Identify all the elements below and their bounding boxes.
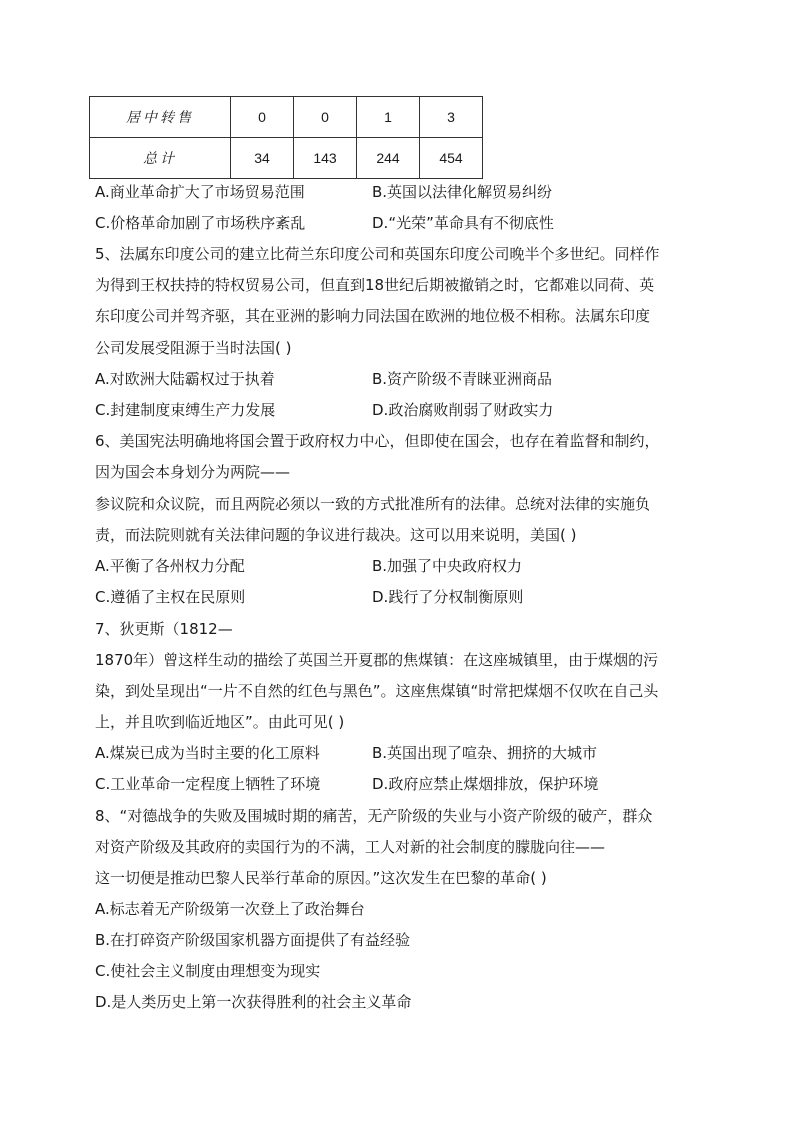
q7-stem-line: 1870年）曾这样生动的描绘了英国兰开夏郡的焦煤镇：在这座城镇里，由于煤烟的污	[95, 651, 659, 669]
q6-stem-line: 参议院和众议院，而且两院必须以一致的方式批准所有的法律。总统对法律的实施负	[95, 495, 651, 513]
table-cell: 3	[420, 97, 483, 138]
q6-stem-line: 责，而法院则就有关法律问题的争议进行裁决。这可以用来说明，美国( )	[95, 526, 577, 544]
table-cell: 0	[231, 97, 294, 138]
row-label: 总计	[90, 138, 231, 179]
q6-stem-line: 6、美国宪法明确地将国会置于政府权力中心，但即使在国会，也存在着监督和制约，	[95, 432, 660, 450]
q8-option-d: D.是人类历史上第一次获得胜利的社会主义革命	[95, 993, 412, 1011]
table-cell: 0	[294, 97, 357, 138]
q7-option-a: A.煤炭已成为当时主要的化工原料	[95, 744, 320, 762]
q4-option-a: A.商业革命扩大了市场贸易范围	[95, 183, 305, 201]
q7-option-c: C.工业革命一定程度上牺牲了环境	[95, 775, 321, 793]
q7-stem-line: 上，并且吹到临近地区”。由此可见( )	[95, 713, 345, 731]
q5-stem-line: 东印度公司并驾齐驱，其在亚洲的影响力同法国在欧洲的地位极不相称。法属东印度	[95, 307, 651, 325]
q6-stem-line: 因为国会本身划分为两院——	[95, 463, 291, 481]
q8-stem-line: 对资产阶级及其政府的卖国行为的不满，工人对新的社会制度的朦胧向往——	[95, 838, 606, 856]
table-cell: 244	[357, 138, 420, 179]
q6-option-d: D.践行了分权制衡原则	[372, 588, 524, 606]
q7-option-b: B.英国出现了喧杂、拥挤的大城市	[372, 744, 598, 762]
table-row	[90, 138, 483, 179]
q5-stem-line: 为得到王权扶持的特权贸易公司，但直到18世纪后期被撤销之时，它都难以同荷、英	[95, 276, 655, 294]
q8-option-a: A.标志着无产阶级第一次登上了政治舞台	[95, 900, 365, 918]
trade-statistics-table	[89, 96, 483, 179]
q6-option-c: C.遵循了主权在民原则	[95, 588, 246, 606]
row-label: 居中转售	[90, 97, 231, 138]
q6-option-b: B.加强了中央政府权力	[372, 557, 523, 575]
table-row	[90, 97, 483, 138]
q7-stem-line: 染，到处呈现出“一片不自然的红色与黑色”。这座焦煤镇“时常把煤烟不仅吹在自己头	[95, 682, 659, 700]
q8-stem-line: 8、“对德战争的失败及围城时期的痛苦，无产阶级的失业与小资产阶级的破产，群众	[95, 807, 653, 825]
q8-option-b: B.在打碎资产阶级国家机器方面提供了有益经验	[95, 931, 411, 949]
q5-stem-line: 5、法属东印度公司的建立比荷兰东印度公司和英国东印度公司晚半个多世纪。同样作	[95, 245, 660, 263]
q8-stem-line: 这一切便是推动巴黎人民举行革命的原因。”这次发生在巴黎的革命( )	[95, 869, 547, 887]
q5-option-c: C.封建制度束缚生产力发展	[95, 401, 276, 419]
q5-option-d: D.政治腐败削弱了财政实力	[372, 401, 554, 419]
q4-option-c: C.价格革命加剧了市场秩序紊乱	[95, 214, 306, 232]
q4-option-b: B.英国以法律化解贸易纠纷	[372, 183, 553, 201]
q4-option-d: D.“光荣”革命具有不彻底性	[372, 214, 554, 232]
q5-stem-line: 公司发展受阻源于当时法国( )	[95, 339, 292, 357]
q8-option-c: C.使社会主义制度由理想变为现实	[95, 962, 321, 980]
table-cell: 1	[357, 97, 420, 138]
q5-option-a: A.对欧洲大陆霸权过于执着	[95, 370, 275, 388]
q6-option-a: A.平衡了各州权力分配	[95, 557, 245, 575]
table-cell: 34	[231, 138, 294, 179]
q5-option-b: B.资产阶级不青睐亚洲商品	[372, 370, 553, 388]
table-cell: 143	[294, 138, 357, 179]
table-cell: 454	[420, 138, 483, 179]
q7-option-d: D.政府应禁止煤烟排放，保护环境	[372, 775, 599, 793]
q7-stem-line: 7、狄更斯（1812—	[95, 620, 233, 638]
